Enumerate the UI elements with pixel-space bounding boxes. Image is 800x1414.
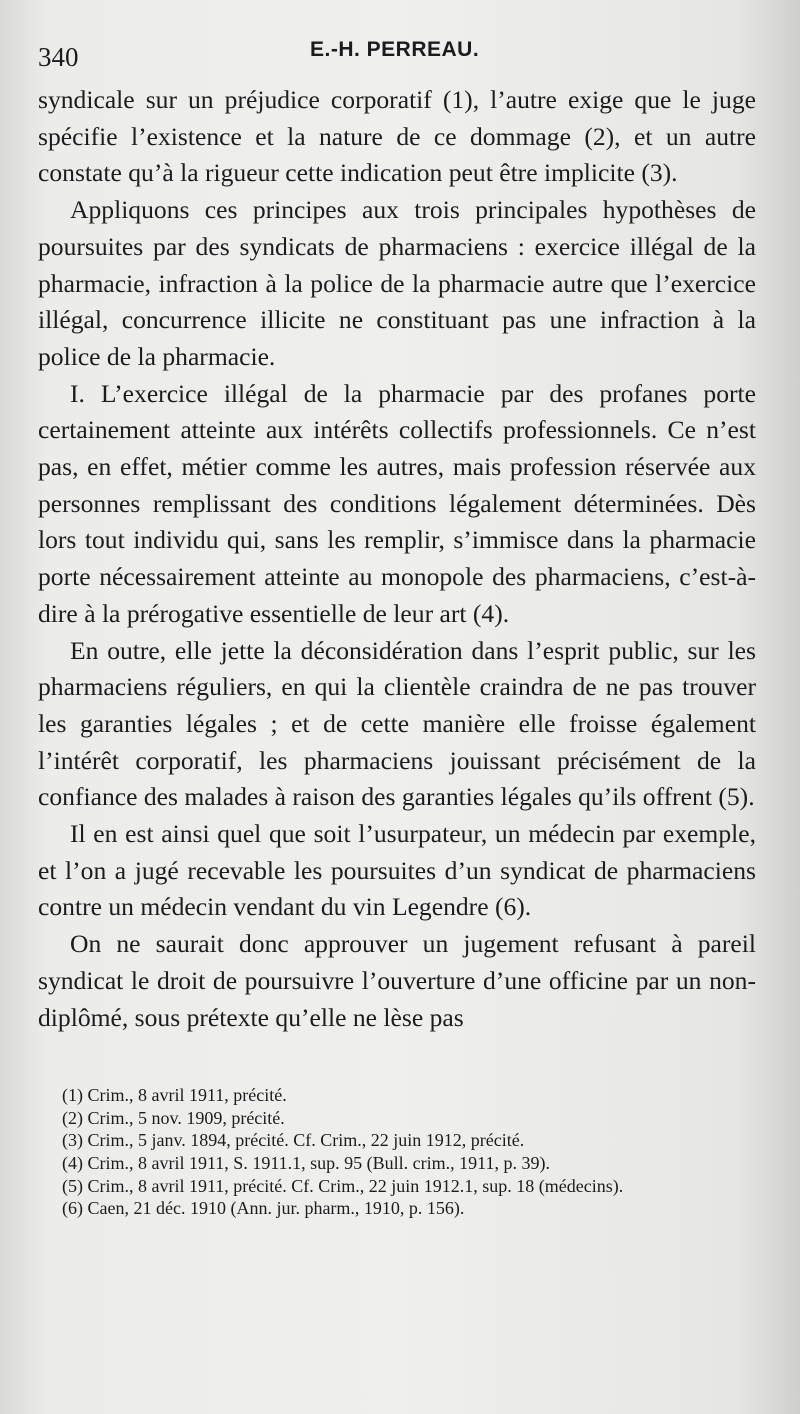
paragraph-exercice-illegal: I. L’exercice illégal de la pharmacie par des profanes porte certainement atteinte aux intérêts collectifs professionnels. Ce n’est pas, en effet, métier comme les autres, mais profession réservée aux personnes remplissant des conditions légalement déterminées. Dès lors tout individu qui, sans les remplir, s’immisce dans la pharmacie porte nécessairement atteinte au monopole des pharmaciens, c’est-à-dire à la prérogative essentielle de leur art (4). <box>38 378 756 628</box>
paragraph-deconsideration: En outre, elle jette la déconsidération dans l’esprit public, sur les pharmaciens réguliers, en qui la clientèle craindra de ne pas trouver les garanties légales ; et de cette manière elle froisse également l’intérêt corporatif, les pharmaciens jouissant précisément de la confiance des malades à raison des garanties légales qu’ils offrent (5). <box>38 635 756 812</box>
footnote-2: (2) Crim., 5 nov. 1909, précité. <box>62 1107 285 1128</box>
paragraph-continuation: syndicale sur un préjudice corporatif (1), l’autre exige que le juge spécifie l’existence et la nature de ce dommage (2), et un autre constate qu’à la rigueur cette indication peut être implicite (3). <box>38 85 756 188</box>
running-head: E.-H. PERREAU. <box>310 38 480 61</box>
footnote-6: (6) Caen, 21 déc. 1910 (Ann. jur. pharm., 1910, p. 156). <box>62 1198 465 1219</box>
page-number: 340 <box>38 42 79 72</box>
body-text <box>38 82 756 1036</box>
paragraph-jugement: On ne saurait donc approuver un jugement refusant à pareil syndicat le droit de poursuivre l’ouverture d’une officine par un non-diplômé, sous prétexte qu’elle ne lèse pas <box>38 929 756 1032</box>
footnotes <box>38 1084 756 1220</box>
page-header <box>38 34 756 80</box>
paragraph-hypotheses: Appliquons ces principes aux trois principales hypothèses de poursuites par des syndicats de pharmaciens : exercice illégal de la pharmacie, infraction à la police de la pharmacie autre que l’exercice illégal, concurrence illicite ne constituant pas une infraction à la police de la pharmacie. <box>38 195 756 371</box>
paragraph-usurpateur: Il en est ainsi quel que soit l’usurpateur, un médecin par exemple, et l’on a jugé recevable les poursuites d’un syndicat de pharmaciens contre un médecin vendant du vin Legendre (6). <box>38 819 756 922</box>
footnote-3: (3) Crim., 5 janv. 1894, précité. Cf. Crim., 22 juin 1912, précité. <box>62 1130 525 1151</box>
footnote-5: (5) Crim., 8 avril 1911, précité. Cf. Crim., 22 juin 1912.1, sup. 18 (médecins). <box>62 1175 624 1196</box>
footnote-1: (1) Crim., 8 avril 1911, précité. <box>62 1085 287 1106</box>
footnote-4: (4) Crim., 8 avril 1911, S. 1911.1, sup. 95 (Bull. crim., 1911, p. 39). <box>62 1153 550 1174</box>
